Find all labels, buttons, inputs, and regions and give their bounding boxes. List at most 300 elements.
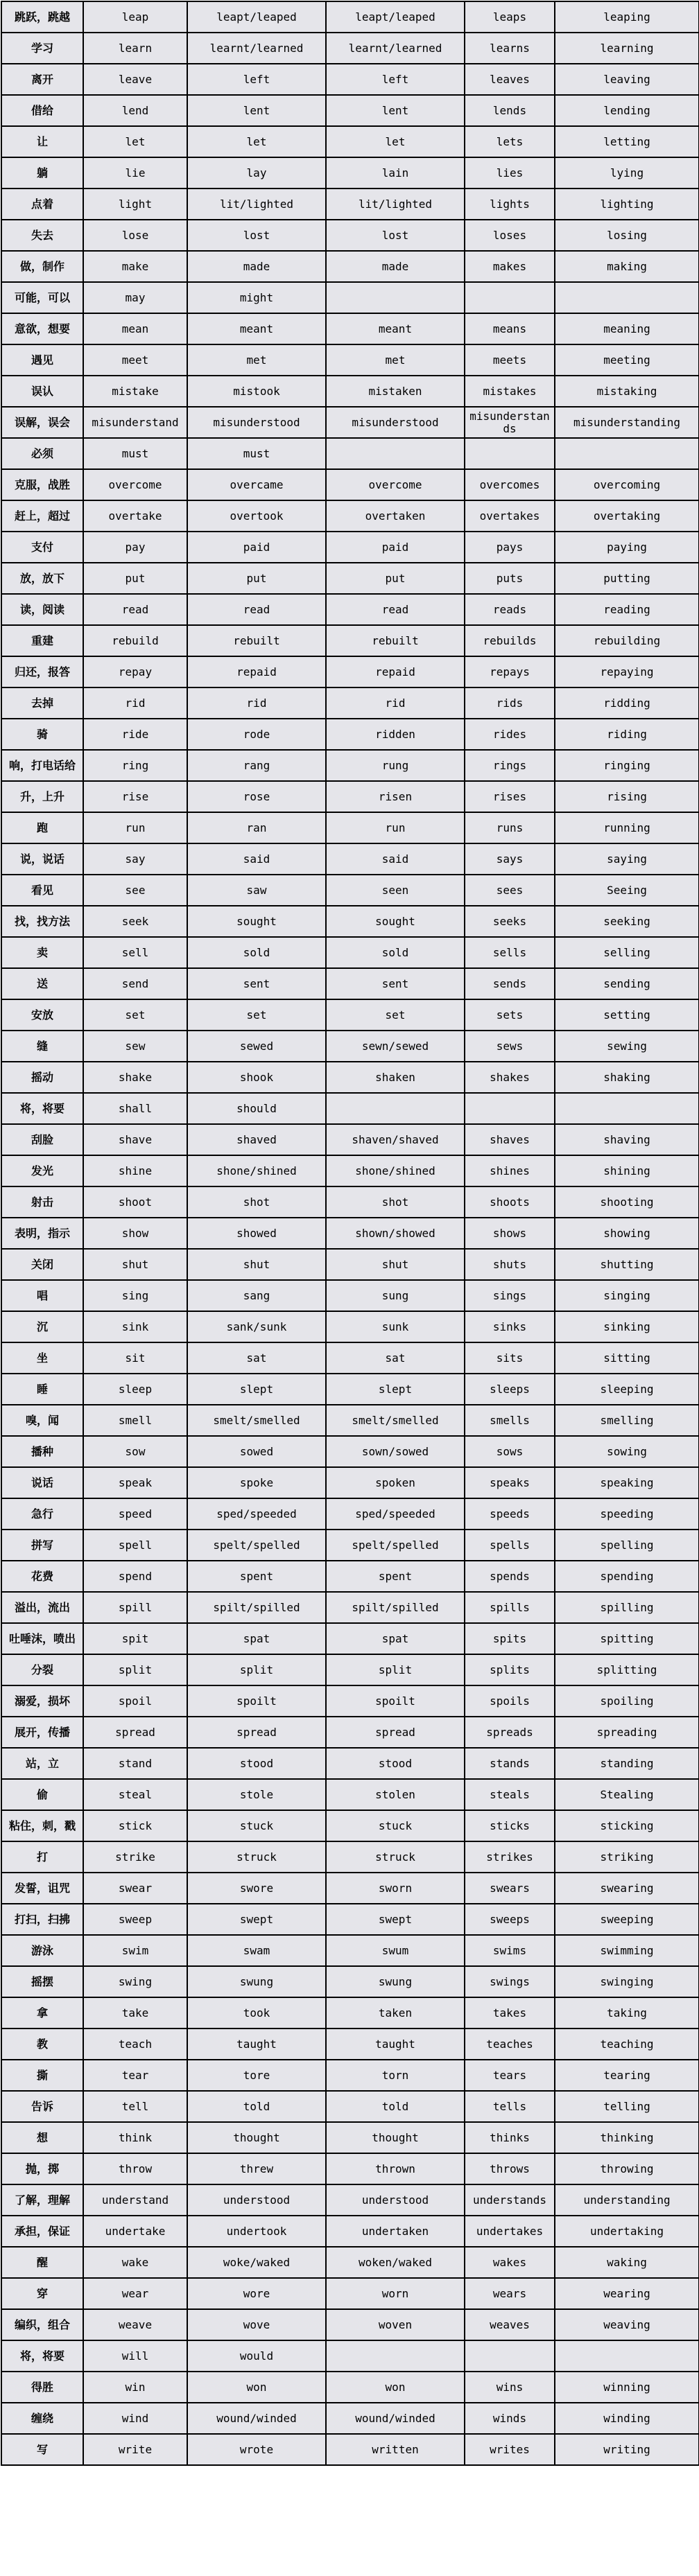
present-participle-cell: weaving: [555, 2309, 699, 2340]
meaning-cell: 看见: [1, 875, 83, 906]
past-tense-cell: stole: [187, 1779, 326, 1810]
past-tense-cell: taught: [187, 2029, 326, 2060]
past-participle-cell: worn: [326, 2278, 465, 2309]
third-person-cell: rids: [465, 687, 555, 719]
third-person-cell: sends: [465, 968, 555, 999]
table-row: [1, 875, 699, 906]
present-participle-cell: reading: [555, 594, 699, 625]
table-row: [1, 33, 699, 64]
third-person-cell: speeds: [465, 1498, 555, 1530]
present-participle-cell: leaving: [555, 64, 699, 95]
past-tense-cell: threw: [187, 2153, 326, 2184]
past-participle-cell: woven: [326, 2309, 465, 2340]
present-participle-cell: spending: [555, 1561, 699, 1592]
base-form-cell: see: [83, 875, 187, 906]
base-form-cell: wind: [83, 2403, 187, 2434]
base-form-cell: let: [83, 126, 187, 157]
past-tense-cell: wound/winded: [187, 2403, 326, 2434]
third-person-cell: mistakes: [465, 376, 555, 407]
past-participle-cell: ridden: [326, 719, 465, 750]
third-person-cell: understands: [465, 2184, 555, 2216]
meaning-cell: 摇动: [1, 1062, 83, 1093]
past-participle-cell: swung: [326, 1966, 465, 1997]
meaning-cell: 支付: [1, 532, 83, 563]
meaning-cell: 离开: [1, 64, 83, 95]
past-participle-cell: sat: [326, 1342, 465, 1374]
past-participle-cell: meant: [326, 313, 465, 344]
third-person-cell: [465, 2340, 555, 2372]
table-row: [1, 1997, 699, 2029]
table-row: [1, 251, 699, 282]
third-person-cell: shuts: [465, 1249, 555, 1280]
meaning-cell: 说话: [1, 1467, 83, 1498]
third-person-cell: steals: [465, 1779, 555, 1810]
past-tense-cell: swept: [187, 1904, 326, 1935]
meaning-cell: 将，将要: [1, 1093, 83, 1124]
table-row: [1, 126, 699, 157]
past-participle-cell: paid: [326, 532, 465, 563]
base-form-cell: swing: [83, 1966, 187, 1997]
past-participle-cell: lent: [326, 95, 465, 126]
past-tense-cell: understood: [187, 2184, 326, 2216]
meaning-cell: 撕: [1, 2060, 83, 2091]
past-tense-cell: sped/speeded: [187, 1498, 326, 1530]
present-participle-cell: thinking: [555, 2122, 699, 2153]
third-person-cell: teaches: [465, 2029, 555, 2060]
past-participle-cell: risen: [326, 781, 465, 812]
base-form-cell: sell: [83, 937, 187, 968]
base-form-cell: put: [83, 563, 187, 594]
table-row: [1, 2060, 699, 2091]
present-participle-cell: [555, 2340, 699, 2372]
third-person-cell: pays: [465, 532, 555, 563]
past-tense-cell: lay: [187, 157, 326, 189]
meaning-cell: 溢出，流出: [1, 1592, 83, 1623]
present-participle-cell: setting: [555, 999, 699, 1031]
past-tense-cell: read: [187, 594, 326, 625]
meaning-cell: 升，上升: [1, 781, 83, 812]
past-participle-cell: thought: [326, 2122, 465, 2153]
third-person-cell: lights: [465, 189, 555, 220]
table-row: [1, 1342, 699, 1374]
table-row: [1, 1280, 699, 1311]
past-tense-cell: struck: [187, 1841, 326, 1873]
past-participle-cell: smelt/smelled: [326, 1405, 465, 1436]
base-form-cell: shoot: [83, 1186, 187, 1218]
base-form-cell: stick: [83, 1810, 187, 1841]
present-participle-cell: leaping: [555, 1, 699, 33]
past-tense-cell: spoilt: [187, 1685, 326, 1717]
past-tense-cell: swung: [187, 1966, 326, 1997]
table-row: [1, 532, 699, 563]
present-participle-cell: learning: [555, 33, 699, 64]
past-participle-cell: taken: [326, 1997, 465, 2029]
base-form-cell: lend: [83, 95, 187, 126]
meaning-cell: 教: [1, 2029, 83, 2060]
present-participle-cell: throwing: [555, 2153, 699, 2184]
past-participle-cell: spilt/spilled: [326, 1592, 465, 1623]
present-participle-cell: spelling: [555, 1530, 699, 1561]
third-person-cell: throws: [465, 2153, 555, 2184]
present-participle-cell: [555, 438, 699, 469]
past-participle-cell: spoilt: [326, 1685, 465, 1717]
present-participle-cell: paying: [555, 532, 699, 563]
base-form-cell: understand: [83, 2184, 187, 2216]
present-participle-cell: making: [555, 251, 699, 282]
table-row: [1, 2403, 699, 2434]
base-form-cell: mistake: [83, 376, 187, 407]
third-person-cell: spreads: [465, 1717, 555, 1748]
base-form-cell: shake: [83, 1062, 187, 1093]
present-participle-cell: tearing: [555, 2060, 699, 2091]
third-person-cell: sits: [465, 1342, 555, 1374]
meaning-cell: 写: [1, 2434, 83, 2465]
third-person-cell: overcomes: [465, 469, 555, 500]
past-participle-cell: undertaken: [326, 2216, 465, 2247]
meaning-cell: 编织，组合: [1, 2309, 83, 2340]
meaning-cell: 坐: [1, 1342, 83, 1374]
past-tense-cell: made: [187, 251, 326, 282]
present-participle-cell: swinging: [555, 1966, 699, 1997]
third-person-cell: sows: [465, 1436, 555, 1467]
past-tense-cell: swam: [187, 1935, 326, 1966]
third-person-cell: swears: [465, 1873, 555, 1904]
base-form-cell: set: [83, 999, 187, 1031]
base-form-cell: sew: [83, 1031, 187, 1062]
base-form-cell: overtake: [83, 500, 187, 532]
third-person-cell: wakes: [465, 2247, 555, 2278]
table-row: [1, 1218, 699, 1249]
third-person-cell: sets: [465, 999, 555, 1031]
meaning-cell: 缠绕: [1, 2403, 83, 2434]
past-tense-cell: sewed: [187, 1031, 326, 1062]
past-tense-cell: rebuilt: [187, 625, 326, 656]
table-row: [1, 1062, 699, 1093]
past-participle-cell: sung: [326, 1280, 465, 1311]
base-form-cell: rise: [83, 781, 187, 812]
third-person-cell: smells: [465, 1405, 555, 1436]
table-row: [1, 220, 699, 251]
base-form-cell: shine: [83, 1155, 187, 1186]
past-participle-cell: torn: [326, 2060, 465, 2091]
third-person-cell: repays: [465, 656, 555, 687]
past-participle-cell: swum: [326, 1935, 465, 1966]
meaning-cell: 跳跃，跳越: [1, 1, 83, 33]
third-person-cell: spoils: [465, 1685, 555, 1717]
past-tense-cell: rang: [187, 750, 326, 781]
table-row: [1, 1748, 699, 1779]
meaning-cell: 放，放下: [1, 563, 83, 594]
meaning-cell: 去掉: [1, 687, 83, 719]
third-person-cell: tears: [465, 2060, 555, 2091]
table-row: [1, 469, 699, 500]
base-form-cell: leap: [83, 1, 187, 33]
third-person-cell: means: [465, 313, 555, 344]
past-tense-cell: won: [187, 2372, 326, 2403]
past-tense-cell: wore: [187, 2278, 326, 2309]
base-form-cell: say: [83, 843, 187, 875]
present-participle-cell: singing: [555, 1280, 699, 1311]
third-person-cell: [465, 1093, 555, 1124]
past-tense-cell: saw: [187, 875, 326, 906]
past-tense-cell: spread: [187, 1717, 326, 1748]
base-form-cell: ring: [83, 750, 187, 781]
third-person-cell: sings: [465, 1280, 555, 1311]
third-person-cell: shines: [465, 1155, 555, 1186]
third-person-cell: misunderstands: [465, 407, 555, 438]
base-form-cell: wake: [83, 2247, 187, 2278]
present-participle-cell: sleeping: [555, 1374, 699, 1405]
third-person-cell: reads: [465, 594, 555, 625]
third-person-cell: lets: [465, 126, 555, 157]
base-form-cell: leave: [83, 64, 187, 95]
meaning-cell: 骑: [1, 719, 83, 750]
third-person-cell: winds: [465, 2403, 555, 2434]
base-form-cell: split: [83, 1654, 187, 1685]
table-row: [1, 1031, 699, 1062]
base-form-cell: spend: [83, 1561, 187, 1592]
meaning-cell: 遇见: [1, 344, 83, 376]
table-row: [1, 1436, 699, 1467]
third-person-cell: swims: [465, 1935, 555, 1966]
meaning-cell: 刮脸: [1, 1124, 83, 1155]
present-participle-cell: ringing: [555, 750, 699, 781]
past-participle-cell: leapt/leaped: [326, 1, 465, 33]
meaning-cell: 赶上，超过: [1, 500, 83, 532]
base-form-cell: pay: [83, 532, 187, 563]
base-form-cell: steal: [83, 1779, 187, 1810]
past-tense-cell: sought: [187, 906, 326, 937]
third-person-cell: sews: [465, 1031, 555, 1062]
third-person-cell: sells: [465, 937, 555, 968]
meaning-cell: 关闭: [1, 1249, 83, 1280]
present-participle-cell: ridding: [555, 687, 699, 719]
meaning-cell: 将，将要: [1, 2340, 83, 2372]
present-participle-cell: shaking: [555, 1062, 699, 1093]
table-row: [1, 2122, 699, 2153]
table-row: [1, 1654, 699, 1685]
table-row: [1, 2309, 699, 2340]
base-form-cell: tell: [83, 2091, 187, 2122]
present-participle-cell: repaying: [555, 656, 699, 687]
past-tense-cell: spat: [187, 1623, 326, 1654]
table-row: [1, 64, 699, 95]
past-tense-cell: meant: [187, 313, 326, 344]
base-form-cell: write: [83, 2434, 187, 2465]
third-person-cell: runs: [465, 812, 555, 843]
verb-table: [1, 1, 699, 2466]
table-row: [1, 750, 699, 781]
past-tense-cell: let: [187, 126, 326, 157]
third-person-cell: writes: [465, 2434, 555, 2465]
base-form-cell: show: [83, 1218, 187, 1249]
past-participle-cell: sought: [326, 906, 465, 937]
third-person-cell: shows: [465, 1218, 555, 1249]
third-person-cell: overtakes: [465, 500, 555, 532]
table-row: [1, 1717, 699, 1748]
present-participle-cell: taking: [555, 1997, 699, 2029]
present-participle-cell: misunderstanding: [555, 407, 699, 438]
meaning-cell: 急行: [1, 1498, 83, 1530]
past-participle-cell: split: [326, 1654, 465, 1685]
third-person-cell: sweeps: [465, 1904, 555, 1935]
past-participle-cell: lost: [326, 220, 465, 251]
meaning-cell: 可能，可以: [1, 282, 83, 313]
past-tense-cell: misunderstood: [187, 407, 326, 438]
meaning-cell: 发誓，诅咒: [1, 1873, 83, 1904]
past-tense-cell: spoke: [187, 1467, 326, 1498]
table-row: [1, 1467, 699, 1498]
meaning-cell: 展开，传播: [1, 1717, 83, 1748]
table-row: [1, 2184, 699, 2216]
present-participle-cell: spilling: [555, 1592, 699, 1623]
meaning-cell: 了解，理解: [1, 2184, 83, 2216]
table-row: [1, 781, 699, 812]
base-form-cell: undertake: [83, 2216, 187, 2247]
past-tense-cell: spelt/spelled: [187, 1530, 326, 1561]
present-participle-cell: riding: [555, 719, 699, 750]
meaning-cell: 游泳: [1, 1935, 83, 1966]
past-participle-cell: shaken: [326, 1062, 465, 1093]
table-row: [1, 1405, 699, 1436]
table-row: [1, 2434, 699, 2465]
base-form-cell: win: [83, 2372, 187, 2403]
present-participle-cell: mistaking: [555, 376, 699, 407]
table-row: [1, 1155, 699, 1186]
past-participle-cell: woken/waked: [326, 2247, 465, 2278]
third-person-cell: leaves: [465, 64, 555, 95]
third-person-cell: meets: [465, 344, 555, 376]
base-form-cell: shall: [83, 1093, 187, 1124]
past-tense-cell: said: [187, 843, 326, 875]
present-participle-cell: speaking: [555, 1467, 699, 1498]
meaning-cell: 误解，误会: [1, 407, 83, 438]
past-tense-cell: rid: [187, 687, 326, 719]
meaning-cell: 跑: [1, 812, 83, 843]
past-participle-cell: swept: [326, 1904, 465, 1935]
base-form-cell: meet: [83, 344, 187, 376]
present-participle-cell: [555, 1093, 699, 1124]
base-form-cell: repay: [83, 656, 187, 687]
third-person-cell: stands: [465, 1748, 555, 1779]
meaning-cell: 沉: [1, 1311, 83, 1342]
present-participle-cell: seeking: [555, 906, 699, 937]
past-tense-cell: set: [187, 999, 326, 1031]
third-person-cell: shoots: [465, 1186, 555, 1218]
past-participle-cell: spent: [326, 1561, 465, 1592]
present-participle-cell: Seeing: [555, 875, 699, 906]
meaning-cell: 拼写: [1, 1530, 83, 1561]
meaning-cell: 缝: [1, 1031, 83, 1062]
past-tense-cell: repaid: [187, 656, 326, 687]
base-form-cell: mean: [83, 313, 187, 344]
base-form-cell: sleep: [83, 1374, 187, 1405]
third-person-cell: sleeps: [465, 1374, 555, 1405]
present-participle-cell: wearing: [555, 2278, 699, 2309]
present-participle-cell: swearing: [555, 1873, 699, 1904]
table-row: [1, 282, 699, 313]
past-tense-cell: wove: [187, 2309, 326, 2340]
meaning-cell: 嗅，闻: [1, 1405, 83, 1436]
past-participle-cell: set: [326, 999, 465, 1031]
third-person-cell: seeks: [465, 906, 555, 937]
verb-table-body: [1, 1, 699, 2465]
third-person-cell: rides: [465, 719, 555, 750]
table-row: [1, 843, 699, 875]
third-person-cell: spills: [465, 1592, 555, 1623]
present-participle-cell: lending: [555, 95, 699, 126]
past-participle-cell: put: [326, 563, 465, 594]
base-form-cell: take: [83, 1997, 187, 2029]
table-row: [1, 344, 699, 376]
table-row: [1, 2247, 699, 2278]
meaning-cell: 拿: [1, 1997, 83, 2029]
past-tense-cell: stood: [187, 1748, 326, 1779]
meaning-cell: 得胜: [1, 2372, 83, 2403]
base-form-cell: sink: [83, 1311, 187, 1342]
table-row: [1, 95, 699, 126]
table-row: [1, 157, 699, 189]
meaning-cell: 溺爱，损坏: [1, 1685, 83, 1717]
meaning-cell: 发光: [1, 1155, 83, 1186]
table-row: [1, 999, 699, 1031]
base-form-cell: stand: [83, 1748, 187, 1779]
past-participle-cell: stolen: [326, 1779, 465, 1810]
past-tense-cell: took: [187, 1997, 326, 2029]
past-tense-cell: rode: [187, 719, 326, 750]
past-tense-cell: should: [187, 1093, 326, 1124]
third-person-cell: thinks: [465, 2122, 555, 2153]
past-tense-cell: showed: [187, 1218, 326, 1249]
base-form-cell: shut: [83, 1249, 187, 1280]
past-participle-cell: spelt/spelled: [326, 1530, 465, 1561]
base-form-cell: must: [83, 438, 187, 469]
base-form-cell: ride: [83, 719, 187, 750]
table-row: [1, 1841, 699, 1873]
third-person-cell: sees: [465, 875, 555, 906]
third-person-cell: spits: [465, 1623, 555, 1654]
meaning-cell: 安放: [1, 999, 83, 1031]
present-participle-cell: swimming: [555, 1935, 699, 1966]
table-row: [1, 1966, 699, 1997]
table-row: [1, 2216, 699, 2247]
table-row: [1, 656, 699, 687]
base-form-cell: sweep: [83, 1904, 187, 1935]
present-participle-cell: shutting: [555, 1249, 699, 1280]
base-form-cell: smell: [83, 1405, 187, 1436]
table-row: [1, 2091, 699, 2122]
past-tense-cell: sent: [187, 968, 326, 999]
base-form-cell: learn: [83, 33, 187, 64]
past-participle-cell: sewn/sewed: [326, 1031, 465, 1062]
past-participle-cell: said: [326, 843, 465, 875]
third-person-cell: undertakes: [465, 2216, 555, 2247]
table-row: [1, 2340, 699, 2372]
past-tense-cell: swore: [187, 1873, 326, 1904]
table-row: [1, 2372, 699, 2403]
table-row: [1, 1249, 699, 1280]
base-form-cell: spoil: [83, 1685, 187, 1717]
past-participle-cell: [326, 2340, 465, 2372]
present-participle-cell: sticking: [555, 1810, 699, 1841]
meaning-cell: 送: [1, 968, 83, 999]
past-participle-cell: misunderstood: [326, 407, 465, 438]
past-participle-cell: spoken: [326, 1467, 465, 1498]
past-participle-cell: sunk: [326, 1311, 465, 1342]
present-participle-cell: shaving: [555, 1124, 699, 1155]
meaning-cell: 摇摆: [1, 1966, 83, 1997]
meaning-cell: 打扫，扫拂: [1, 1904, 83, 1935]
